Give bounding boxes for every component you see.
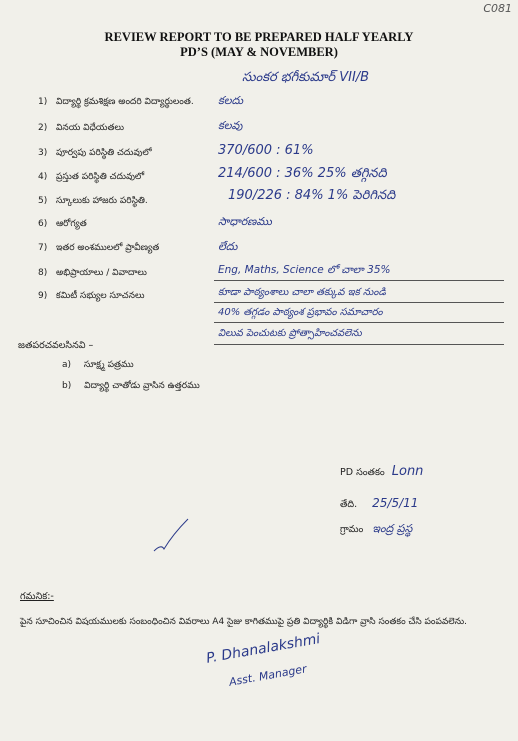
comment-line: విలువ పెంచుటకు ప్రోత్సాహించవలెను [218, 328, 362, 339]
note-body: పైన సూచించిన విషయములకు సంబంధించిన వివరాలు A4 సైజు కాగితముపై ప్రతి విద్యార్థికి విడిగా వ్రాసి సంతకం చేసి పంపవలెను. [20, 617, 467, 627]
row-label: కమిటీ సభ్యుల సూచనలు [56, 291, 145, 301]
comment-line: 40% తగ్గడం పాఠ్యంశ ప్రభావం సమాచారం [218, 307, 383, 318]
ruled-line [214, 302, 504, 303]
row-value: లేదు [218, 240, 238, 253]
attachment-mark: b) [62, 381, 72, 391]
pd-village-row [340, 522, 412, 538]
pd-signature-value: Lonn [391, 464, 424, 479]
row-label: ఆరోగ్యత [56, 219, 87, 229]
row-value: 214/600 : 36% 25% తగ్గినది [218, 166, 387, 181]
signature-title: Asst. Manager [228, 662, 308, 689]
row-number: 5) [38, 196, 48, 206]
row-label: ప్రస్తుత పరిస్థితి చదువులో [56, 172, 145, 182]
row-number: 9) [38, 291, 48, 301]
row-number: 6) [38, 219, 48, 229]
row-number: 7) [38, 243, 48, 253]
row-value: Eng, Maths, Science లో చాలా 35% [218, 264, 391, 276]
attachment-item [62, 381, 200, 393]
attachments-title: జతపరచవలసినవి – [18, 340, 94, 351]
pd-signature-label: PD సంతకం [340, 467, 385, 478]
student-name: సుంకర భగీకుమార్ VII/B [242, 70, 370, 85]
corner-mark: C081 [483, 2, 512, 15]
row-value: కలవు [218, 119, 243, 132]
signature-name: P. Dhanalakshmi [205, 630, 322, 667]
row-value: కలదు [218, 94, 244, 107]
row-label: స్కూలుకు హాజరు పరిస్థితి. [56, 196, 148, 206]
row-value: 190/226 : 84% 1% పెరిగినది [228, 188, 396, 203]
row-label: విద్యార్థి క్రమశిక్షణ అందరి విద్యార్థులంత. [56, 97, 194, 107]
title-line-2: PD’S (MAY & NOVEMBER) [180, 45, 338, 59]
row-value: 370/600 : 61% [218, 143, 314, 158]
ruled-line [214, 344, 504, 345]
row-value: కూడా పాఠ్యంశాలు చాలా తక్కువ ఇక నుండి [218, 287, 386, 298]
row-number: 1) [38, 97, 48, 107]
row-value: సాధారణము [218, 215, 272, 228]
pd-date-row [340, 496, 418, 512]
pd-village-label: గ్రామం [340, 524, 364, 535]
row-label: వినయ విధేయతలు [56, 123, 124, 133]
attachment-text: సూక్ష్మ పత్రము [83, 360, 134, 370]
row-number: 3) [38, 148, 48, 158]
ruled-line [214, 322, 504, 323]
row-label: పూర్వపు పరిస్థితి చదువులో [56, 148, 152, 158]
attachment-mark: a) [62, 360, 72, 370]
pen-check-mark [150, 515, 192, 555]
attachment-item [62, 360, 134, 372]
note-title: గమనిక:- [20, 591, 54, 602]
ruled-line [214, 280, 504, 281]
page-title [0, 30, 518, 60]
row-label: ఇతర అంశములలో ప్రావీణ్యత [56, 243, 160, 253]
pd-signature-row [340, 464, 423, 480]
row-label: అభిప్రాయాలు / వివాదాలు [56, 268, 147, 278]
pd-date-label: తేది. [340, 499, 358, 510]
row-number: 8) [38, 268, 48, 278]
title-line-1: REVIEW REPORT TO BE PREPARED HALF YEARLY [104, 30, 414, 44]
pd-village-value: ఇంద్ర ప్రస్థ [372, 522, 413, 535]
row-number: 4) [38, 172, 48, 182]
attachment-text: విద్యార్థి చాతోడు వ్రాసిన ఉత్తరము [84, 381, 200, 391]
pd-date-value: 25/5/11 [372, 496, 419, 510]
row-number: 2) [38, 123, 48, 133]
